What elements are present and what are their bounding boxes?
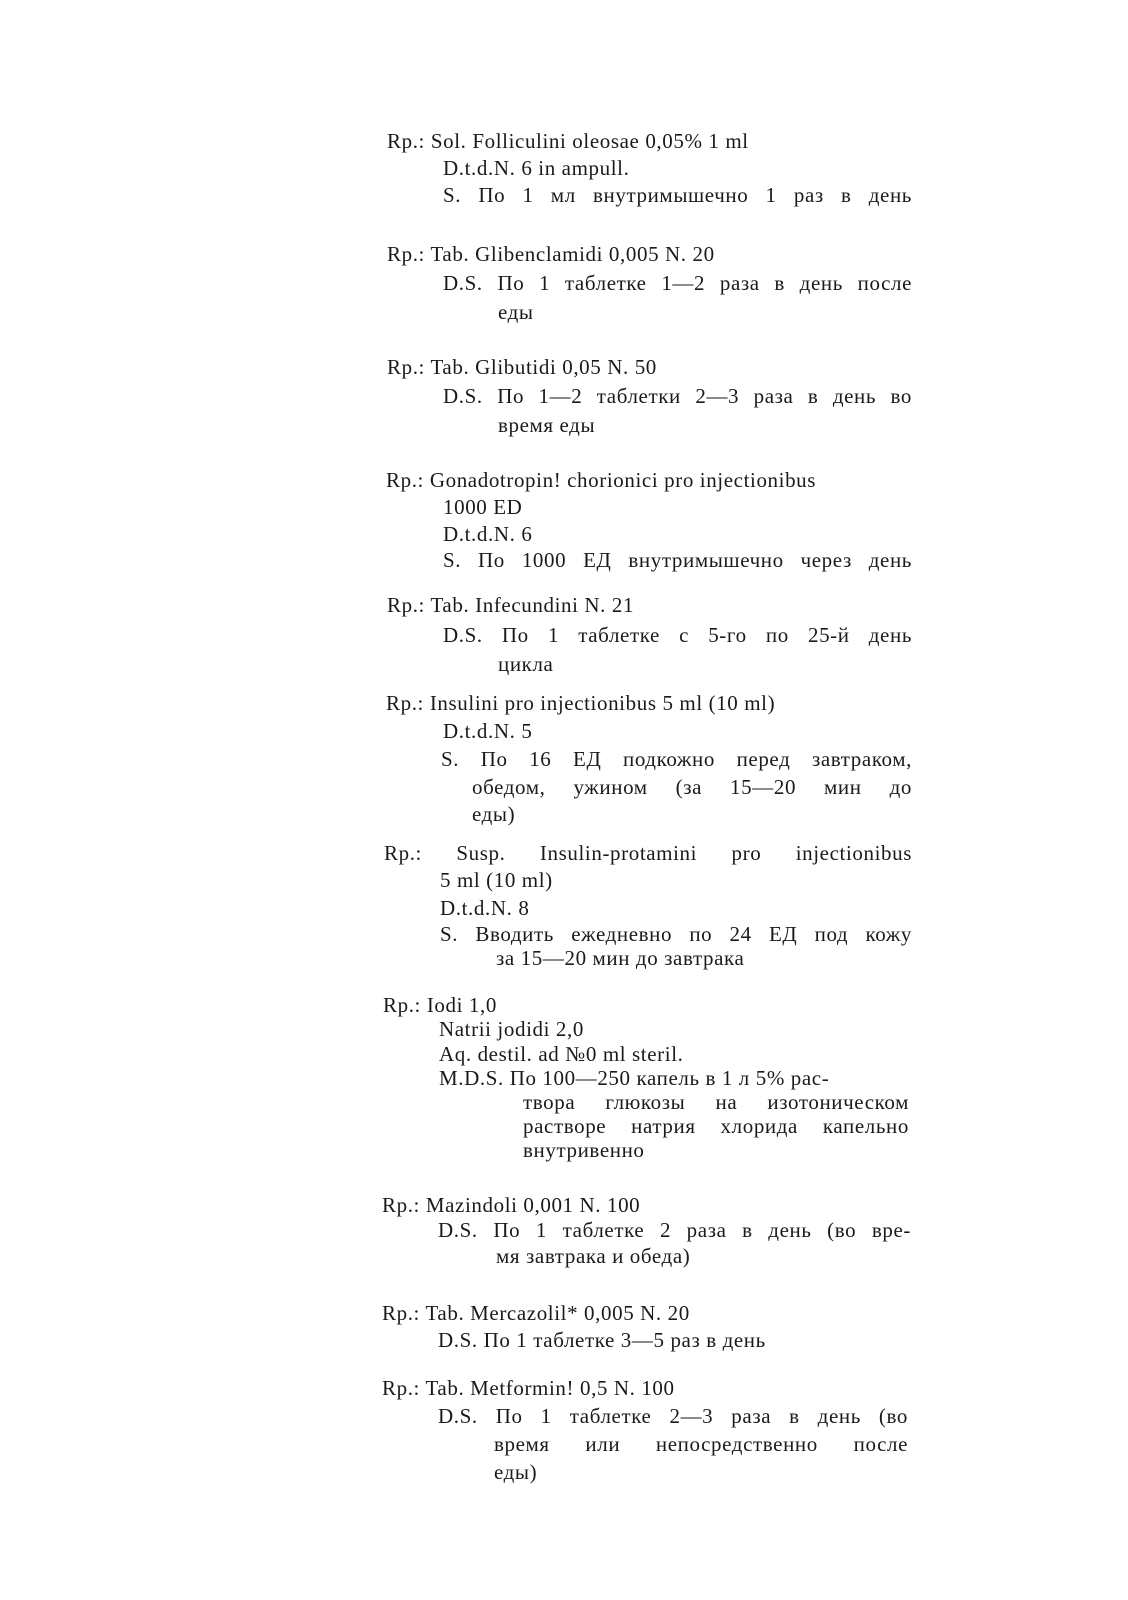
rx-line: Rp.: Iodi 1,0 [383,993,497,1017]
rx-line: твора глюкозы на изотоническом [523,1090,909,1114]
rx-line: D.t.d.N. 6 [443,522,533,546]
rx-line: S. По 16 ЕД подкожно перед завтраком, [441,747,912,771]
rx-line: S. По 1000 ЕД внутримышечно через день [443,548,912,572]
rx-line: D.t.d.N. 5 [443,719,533,743]
rx-line: Rp.: Tab. Glibutidi 0,05 N. 50 [387,355,657,379]
rx-line: цикла [498,652,554,676]
rx-line: Rp.: Tab. Metformin! 0,5 N. 100 [382,1376,675,1400]
rx-line: Rp.: Sol. Folliculini oleosae 0,05% 1 ml [387,129,749,153]
rx-line: D.S. По 1 таблетке 1—2 раза в день после [443,271,912,295]
rx-line: D.S. По 1 таблетке 2—3 раза в день (во [438,1404,908,1428]
rx-line: Rp.: Tab. Infecundini N. 21 [387,593,635,617]
rx-line: D.S. По 1 таблетке с 5-го по 25-й день [443,623,912,647]
rx-line: время еды [498,413,596,437]
rx-line: мя завтрака и обеда) [496,1244,691,1268]
rx-line: Rp.: Mazindoli 0,001 N. 100 [382,1193,641,1217]
rx-line: S. Вводить ежедневно по 24 ЕД под кожу [440,922,912,946]
rx-line: за 15—20 мин до завтрака [496,946,745,970]
rx-line: D.t.d.N. 6 in ampull. [443,156,630,180]
rx-line: обедом, ужином (за 15—20 мин до [472,775,912,799]
rx-line: Aq. destil. ad №0 ml steril. [439,1042,684,1066]
rx-line: Rp.: Susp. Insulin-protamini pro injectionibus [384,841,912,865]
rx-line: S. По 1 мл внутримышечно 1 раз в день [443,183,912,207]
rx-line: D.S. По 1 таблетке 2 раза в день (во вре- [438,1218,911,1242]
rx-line: D.S. По 1—2 таблетки 2—3 раза в день во [443,384,912,408]
rx-line: D.S. По 1 таблетке 3—5 раз в день [438,1328,766,1352]
rx-line: 5 ml (10 ml) [440,868,553,892]
rx-line: D.t.d.N. 8 [440,896,530,920]
rx-line: Natrii jodidi 2,0 [439,1017,584,1041]
rx-line: растворе натрия хлорида капельно [523,1114,909,1138]
rx-line: еды) [472,802,516,826]
rx-line: внутривенно [523,1138,645,1162]
rx-line: Rp.: Tab. Mercazolil* 0,005 N. 20 [382,1301,690,1325]
rx-line: 1000 ED [443,495,523,519]
rx-line: еды) [494,1460,538,1484]
rx-line: время или непосредственно после [494,1432,908,1456]
rx-line: Rp.: Tab. Glibenclamidi 0,005 N. 20 [387,242,715,266]
rx-line: Rp.: Insulini pro injectionibus 5 ml (10 ml) [386,691,776,715]
rx-line: M.D.S. По 100—250 капель в 1 л 5% рас- [439,1066,830,1090]
rx-line: Rp.: Gonadotropin! chorionici pro injectionibus [386,468,817,492]
rx-line: еды [498,300,534,324]
